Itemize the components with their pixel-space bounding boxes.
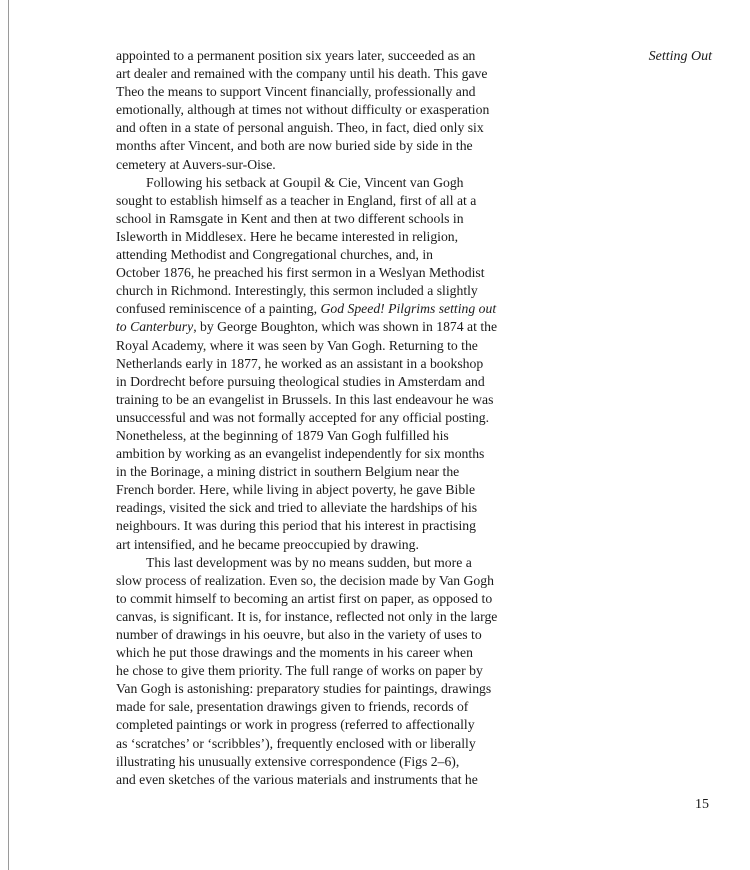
text-line: [116, 644, 496, 662]
line-text: Royal Academy, where it was seen by Van Gogh. Returning to the: [116, 337, 478, 353]
line-text: school in Ramsgate in Kent and then at two different schools in: [116, 210, 464, 226]
body-text: [116, 47, 496, 789]
text-line: [116, 536, 496, 554]
text-line: [116, 572, 496, 590]
page-edge-rule: [8, 0, 9, 870]
text-line: [116, 662, 496, 680]
text-line: [116, 409, 496, 427]
text-line: [116, 698, 496, 716]
text-line: [116, 680, 496, 698]
line-text: emotionally, although at times not without difficulty or exasperation: [116, 102, 490, 118]
text-line: [116, 337, 496, 355]
line-text: cemetery at Auvers-sur-Oise.: [116, 156, 276, 172]
line-text: neighbours. It was during this period that his interest in practising: [116, 518, 476, 534]
text-line: [116, 119, 496, 137]
line-text: Netherlands early in 1877, he worked as an assistant in a bookshop: [116, 355, 484, 371]
line-text: to commit himself to becoming an artist first on paper, as opposed to: [116, 590, 493, 606]
line-text: and often in a state of personal anguish. Theo, in fact, died only six: [116, 120, 484, 136]
line-text: unsuccessful and was not formally accepted for any official posting.: [116, 409, 489, 425]
line-text: ambition by working as an evangelist independently for six months: [116, 446, 485, 462]
text-line: [116, 445, 496, 463]
text-line: [116, 210, 496, 228]
text-line: [116, 373, 496, 391]
text-line: [116, 300, 496, 318]
line-text: sought to establish himself as a teacher in England, first of all at a: [116, 192, 477, 208]
text-line: [116, 174, 496, 192]
line-text: appointed to a permanent position six years later, succeeded as an: [116, 48, 476, 63]
text-line: [116, 318, 496, 336]
text-line: [116, 481, 496, 499]
line-text: illustrating his unusually extensive correspondence (Figs 2–6),: [116, 753, 460, 769]
line-text: which he put those drawings and the moments in his career when: [116, 645, 473, 661]
line-text: Van Gogh is astonishing: preparatory studies for paintings, drawings: [116, 681, 492, 697]
line-text: canvas, is significant. It is, for instance, reflected not only in the large: [116, 608, 498, 624]
line-text: he chose to give them priority. The full range of works on paper by: [116, 663, 483, 679]
line-text: church in Richmond. Interestingly, this sermon included a slightly: [116, 283, 478, 299]
line-text: months after Vincent, and both are now buried side by side in the: [116, 138, 473, 154]
italic-title: to Canterbury: [116, 319, 194, 335]
text-line: [116, 716, 496, 734]
line-text: as ‘scratches’ or ‘scribbles’), frequently enclosed with or liberally: [116, 735, 476, 751]
text-line: [116, 499, 496, 517]
line-text: confused reminiscence of a painting,: [116, 301, 321, 317]
text-line: [116, 65, 496, 83]
line-text: art intensified, and he became preoccupied by drawing.: [116, 536, 419, 552]
text-line: [116, 101, 496, 119]
text-line: [116, 192, 496, 210]
text-line: [116, 753, 496, 771]
italic-title: God Speed! Pilgrims setting out: [320, 301, 497, 317]
text-line: [116, 156, 496, 174]
running-head: Setting Out: [648, 49, 712, 64]
text-line: [116, 228, 496, 246]
line-text: This last development was by no means sudden, but more a: [146, 554, 472, 570]
text-line: [116, 590, 496, 608]
line-text: readings, visited the sick and tried to alleviate the hardships of his: [116, 500, 478, 516]
line-text: , by George Boughton, which was shown in 1874 at the: [193, 319, 498, 335]
text-line: [116, 463, 496, 481]
text-line: [116, 137, 496, 155]
text-line: [116, 771, 496, 789]
text-line: [116, 554, 496, 572]
text-line: [116, 608, 496, 626]
line-text: art dealer and remained with the company until his death. This gave: [116, 66, 488, 82]
text-line: [116, 264, 496, 282]
page-number: 15: [695, 797, 709, 812]
line-text: completed paintings or work in progress (referred to affectionally: [116, 717, 475, 733]
text-line: [116, 246, 496, 264]
line-text: training to be an evangelist in Brussels. In this last endeavour he was: [116, 391, 494, 407]
line-text: in the Borinage, a mining district in southern Belgium near the: [116, 464, 460, 480]
text-line: [116, 735, 496, 753]
text-line: [116, 517, 496, 535]
text-line: [116, 391, 496, 409]
line-text: October 1876, he preached his first sermon in a Weslyan Methodist: [116, 265, 485, 281]
line-text: Theo the means to support Vincent financially, professionally and: [116, 84, 476, 100]
line-text: Nonetheless, at the beginning of 1879 Van Gogh fulfilled his: [116, 427, 449, 443]
line-text: number of drawings in his oeuvre, but also in the variety of uses to: [116, 627, 482, 642]
text-line: [116, 355, 496, 373]
line-text: French border. Here, while living in abject poverty, he gave Bible: [116, 482, 476, 498]
line-text: Isleworth in Middlesex. Here he became interested in religion,: [116, 228, 459, 244]
text-line: [116, 626, 496, 644]
text-line: [116, 47, 496, 65]
line-text: slow process of realization. Even so, the decision made by Van Gogh: [116, 572, 494, 588]
line-text: Following his setback at Goupil & Cie, Vincent van Gogh: [146, 174, 464, 190]
text-line: [116, 427, 496, 445]
line-text: in Dordrecht before pursuing theological studies in Amsterdam and: [116, 373, 485, 389]
line-text: attending Methodist and Congregational churches, and, in: [116, 247, 434, 263]
text-line: [116, 282, 496, 300]
text-line: [116, 83, 496, 101]
line-text: and even sketches of the various materials and instruments that he: [116, 771, 478, 787]
line-text: made for sale, presentation drawings given to friends, records of: [116, 699, 469, 715]
